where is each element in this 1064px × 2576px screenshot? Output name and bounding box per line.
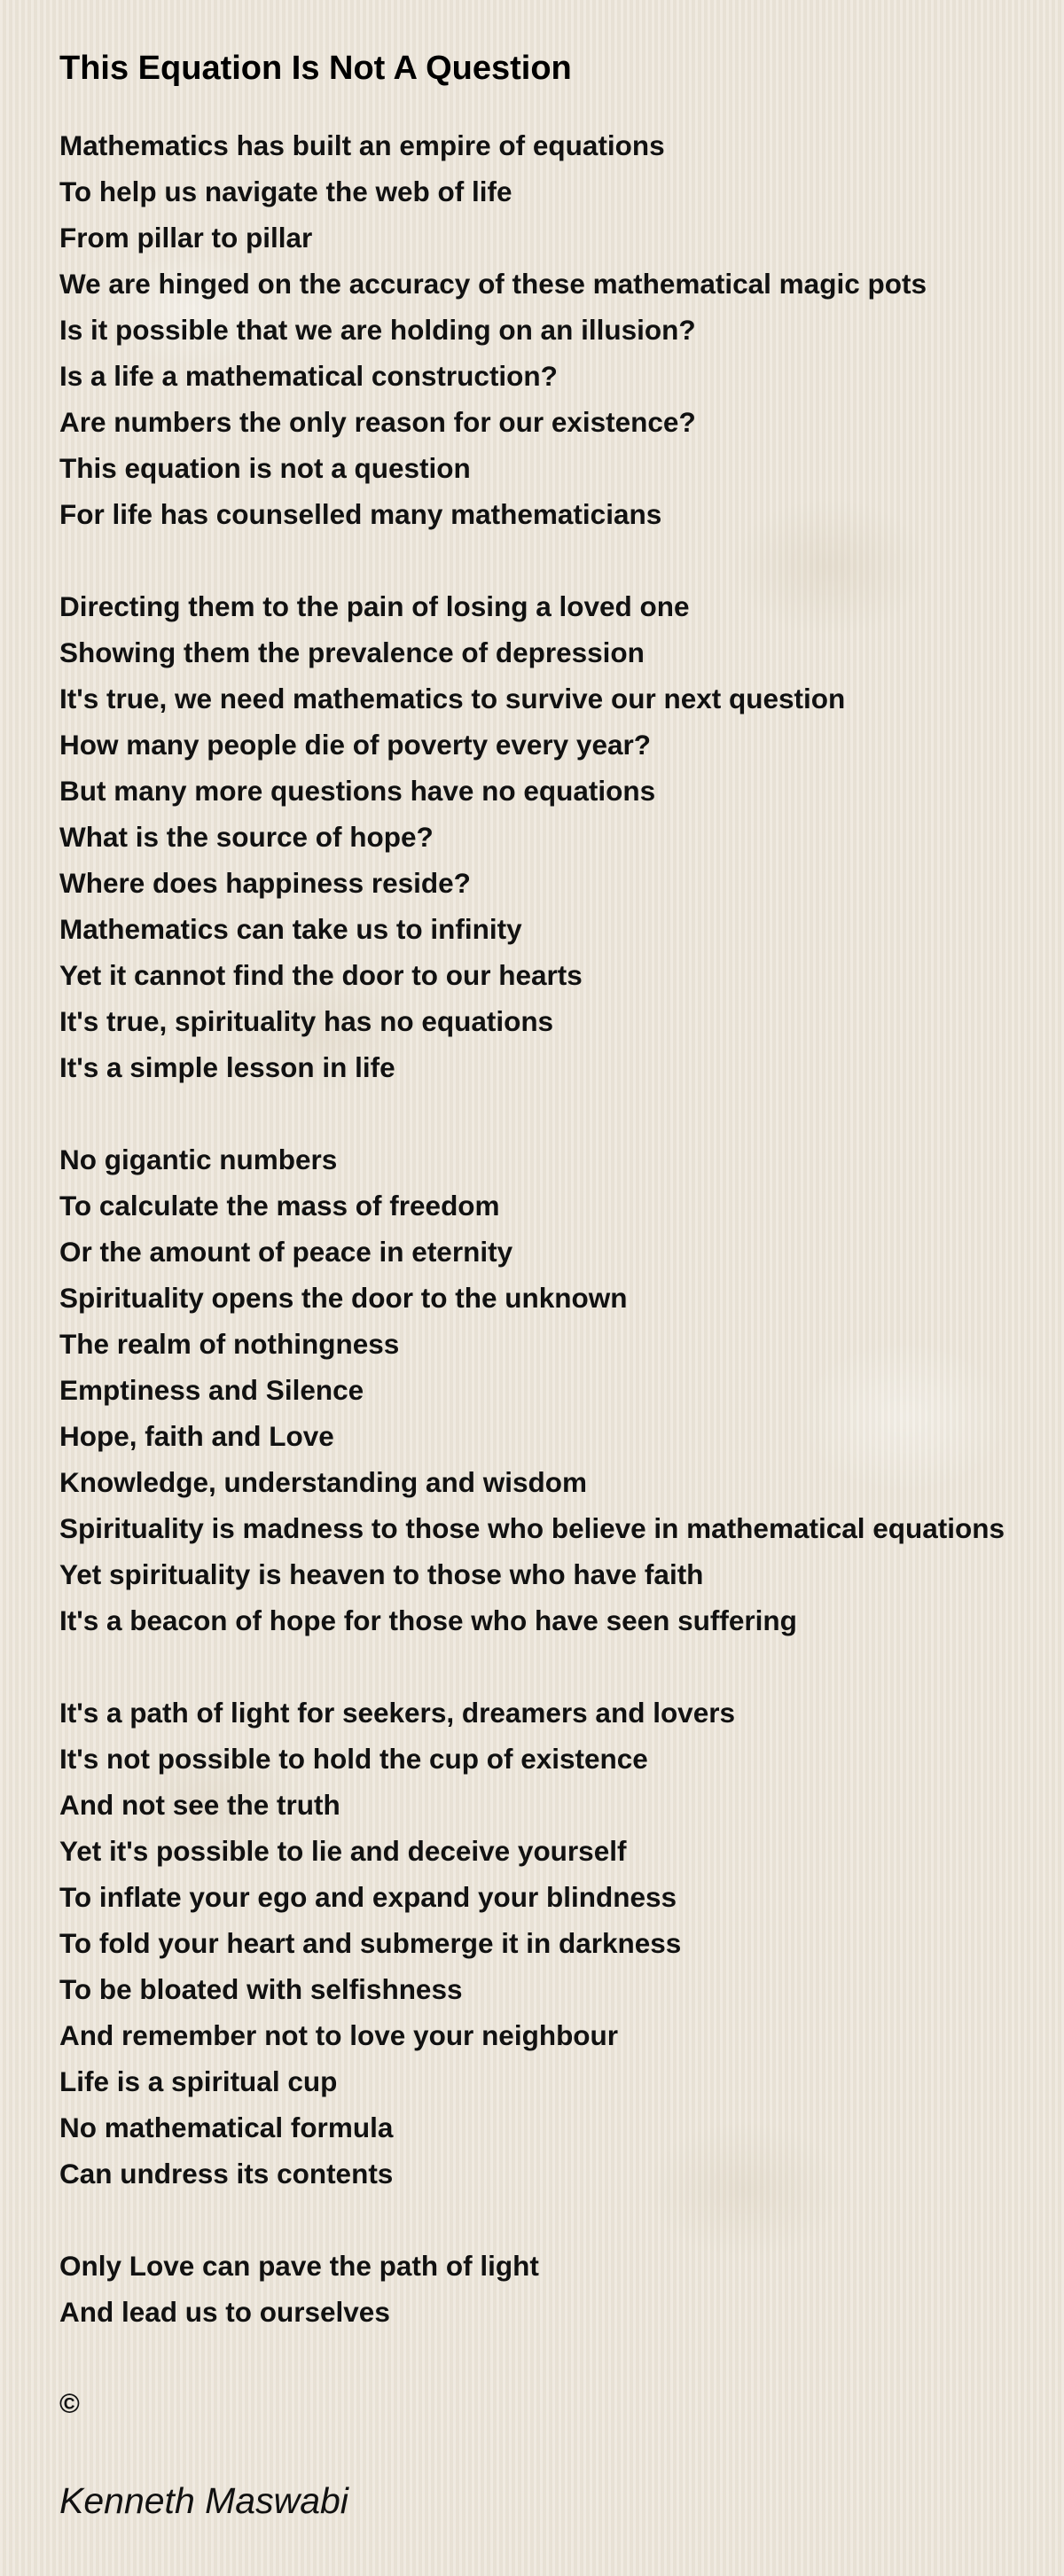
poem-line: Only Love can pave the path of light	[59, 2250, 539, 2282]
poem-line: Knowledge, understanding and wisdom	[59, 1466, 588, 1498]
poem-line: Mathematics can take us to infinity	[59, 913, 522, 945]
poem-line: Yet it's possible to lie and deceive yourself	[59, 1835, 627, 1867]
poem-line: Emptiness and Silence	[59, 1374, 364, 1406]
poem-line: To fold your heart and submerge it in darkness	[59, 1927, 682, 1959]
poem-line: Yet it cannot find the door to our hearts	[59, 959, 583, 991]
poem-body	[59, 122, 1052, 2335]
poem-line: Spirituality is madness to those who believe in mathematical equations	[59, 1512, 1005, 1544]
stanza	[59, 583, 1052, 1090]
poem-line: The realm of nothingness	[59, 1328, 400, 1360]
poem-line: Hope, faith and Love	[59, 1420, 334, 1452]
poem-line: We are hinged on the accuracy of these mathematical magic pots	[59, 268, 927, 300]
poem-line: This equation is not a question	[59, 452, 471, 484]
poem-line: Directing them to the pain of losing a loved one	[59, 590, 690, 622]
poem-line: It's a simple lesson in life	[59, 1051, 395, 1083]
poem-line: To be bloated with selfishness	[59, 1973, 463, 2005]
poem-line: For life has counselled many mathematicians	[59, 498, 662, 530]
poem-line: Yet spirituality is heaven to those who have faith	[59, 1558, 704, 1590]
poem-line: No gigantic numbers	[59, 1144, 338, 1175]
poem-line: It's true, spirituality has no equations	[59, 1005, 554, 1037]
poem-line: To help us navigate the web of life	[59, 176, 512, 207]
stanza	[59, 1690, 1052, 2197]
author-signature: Kenneth Maswabi	[59, 2480, 348, 2521]
poem-line: Is a life a mathematical construction?	[59, 360, 558, 392]
copyright-symbol: ©	[59, 2388, 80, 2419]
poem-line: Mathematics has built an empire of equations	[59, 129, 665, 161]
poem-line: And not see the truth	[59, 1789, 340, 1821]
poem-line: Spirituality opens the door to the unknown	[59, 1282, 628, 1314]
poem-line: Is it possible that we are holding on an illusion?	[59, 314, 696, 346]
poem-line: Showing them the prevalence of depression	[59, 636, 645, 668]
poem-line: Or the amount of peace in eternity	[59, 1236, 513, 1268]
poem-page	[59, 41, 1052, 2528]
poem-line: It's a beacon of hope for those who have seen suffering	[59, 1604, 797, 1636]
poem-line: Can undress its contents	[59, 2158, 394, 2190]
poem-line: It's not possible to hold the cup of existence	[59, 1743, 648, 1775]
poem-line: What is the source of hope?	[59, 821, 434, 853]
poem-line: It's a path of light for seekers, dreamers and lovers	[59, 1697, 735, 1729]
poem-line: And lead us to ourselves	[59, 2296, 390, 2328]
stanza	[59, 1136, 1052, 1643]
poem-line: It's true, we need mathematics to survive our next question	[59, 683, 846, 714]
poem-line: But many more questions have no equations	[59, 775, 656, 807]
poem-line: No mathematical formula	[59, 2112, 394, 2143]
poem-line: From pillar to pillar	[59, 222, 313, 254]
poem-line: Where does happiness reside?	[59, 867, 471, 899]
poem-title: This Equation Is Not A Question	[59, 50, 572, 87]
poem-line: How many people die of poverty every year?	[59, 729, 651, 761]
poem-line: To calculate the mass of freedom	[59, 1190, 500, 1222]
stanza	[59, 122, 1052, 537]
poem-line: Are numbers the only reason for our existence?	[59, 406, 696, 438]
poem-line: Life is a spiritual cup	[59, 2065, 338, 2097]
stanza	[59, 2243, 1052, 2335]
poem-line: To inflate your ego and expand your blindness	[59, 1881, 677, 1913]
poem-line: And remember not to love your neighbour	[59, 2019, 619, 2051]
